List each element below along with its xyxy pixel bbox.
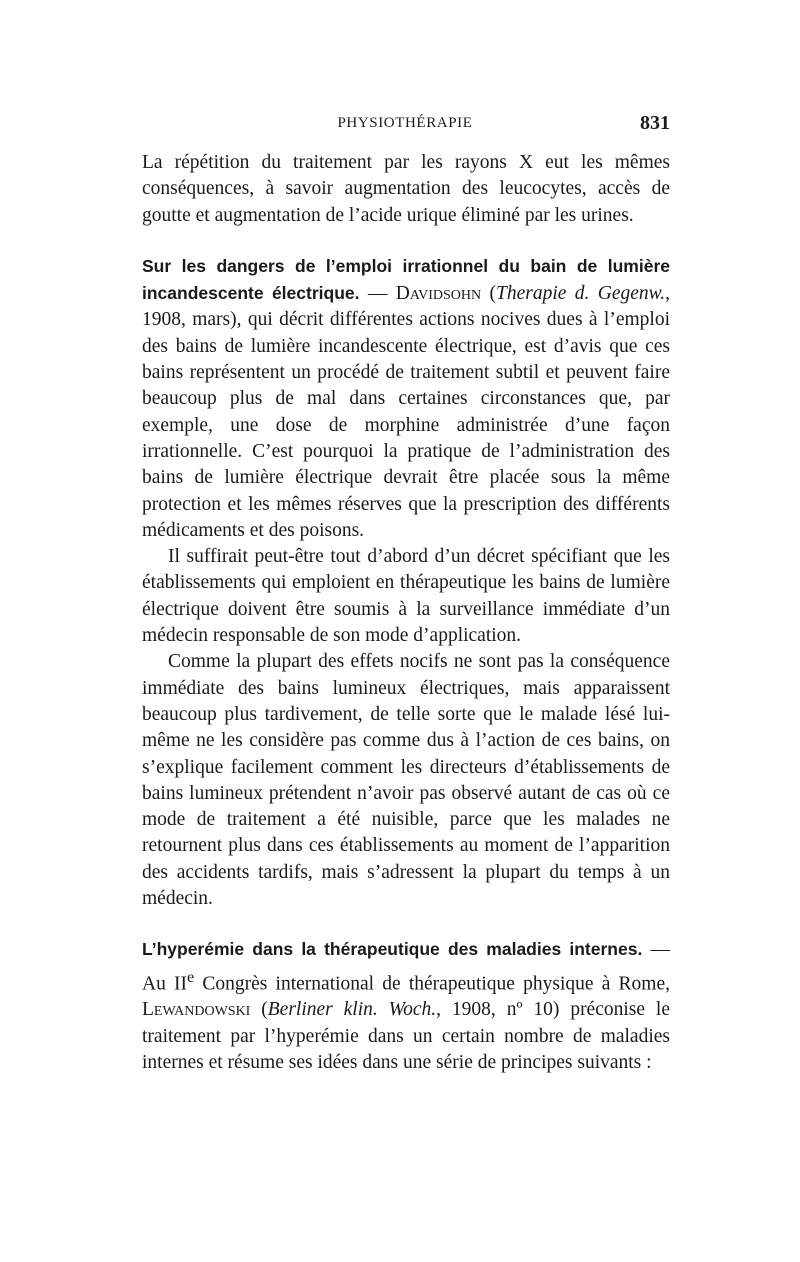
page-body bbox=[142, 150, 670, 1076]
running-title: PHYSIOTHÉRAPIE bbox=[337, 115, 473, 131]
author-name: Davidsohn bbox=[395, 283, 482, 305]
em-dash: — bbox=[359, 283, 396, 305]
section-dangers-bain-lumiere bbox=[142, 253, 670, 544]
section-hyperemie bbox=[142, 936, 670, 1076]
journal-title: Berliner klin. Woch. bbox=[267, 999, 437, 1021]
ordinal-superscript: e bbox=[187, 967, 195, 986]
section-intro-rest: Congrès international de thérapeutique physique à Rome, bbox=[194, 973, 670, 995]
paragraph-decret: Il suffirait peut-être tout d’abord d’un décret spécifiant que les établissements qui emploient en thérapeutique les bains de lumière électrique doivent être soumis à la surveillance immédiate d’un médecin responsable de son mode d’application. bbox=[142, 546, 670, 647]
author-name: Lewandowski bbox=[142, 999, 251, 1021]
citation-open: ( bbox=[481, 283, 496, 305]
section-title: L’hyperémie dans la thérapeutique des maladies internes. bbox=[142, 939, 643, 960]
em-dash: — bbox=[642, 939, 670, 961]
section-title: Sur les dangers de l’emploi irrationnel du bain de lumière incandescente électrique. bbox=[142, 255, 670, 304]
journal-title: Therapie d. Gegenw. bbox=[496, 283, 666, 305]
paragraph-rayons-x: La répétition du traitement par les rayons X eut les mêmes conséquences, à savoir augmentation des leucocytes, accès de goutte et augmentation de l’acide urique éliminé par les urines. bbox=[142, 152, 670, 226]
page-number: 831 bbox=[640, 112, 670, 134]
citation-open: ( bbox=[250, 999, 268, 1021]
section-text: , 1908, mars), qui décrit différentes actions nocives dues à l’emploi des bains de lumière incandescente électrique, est d’avis que ces bains représentent un procédé de traitement subtil et peuvent faire beaucoup plus de mal dans certaines circonstances que, par exemple, une dose de morphine administrée d’une façon irrationnelle. C’est pourquoi la pratique de l’administration des bains de lumière électrique devrait être placée sous la même protection et les mêmes réserves que la prescription des différents médicaments et des poisons. bbox=[142, 283, 670, 541]
section-text: , 1908, nº 10) préconise le traitement par l’hyperémie dans un certain nombre de maladies internes et résume ses idées dans une série de principes suivants : bbox=[142, 999, 671, 1073]
paragraph-effets-nocifs: Comme la plupart des effets nocifs ne sont pas la conséquence immédiate des bains lumineux électriques, mais apparaissent beaucoup plus tardivement, de telle sorte que le malade lésé lui-même ne les considère pas comme dus à l’action de ces bains, on s’explique facilement comment les directeurs d’établissements de bains lumineux prétendent n’avoir pas observé autant de cas où ce mode de traitement a été nuisible, parce que les malades ne retournent plus dans ces établissements au moment de l’apparition des accidents tardifs, mais s’adressent la plupart du temps à un médecin. bbox=[142, 651, 670, 910]
page-header bbox=[140, 112, 670, 138]
section-intro: Au II bbox=[142, 973, 187, 995]
